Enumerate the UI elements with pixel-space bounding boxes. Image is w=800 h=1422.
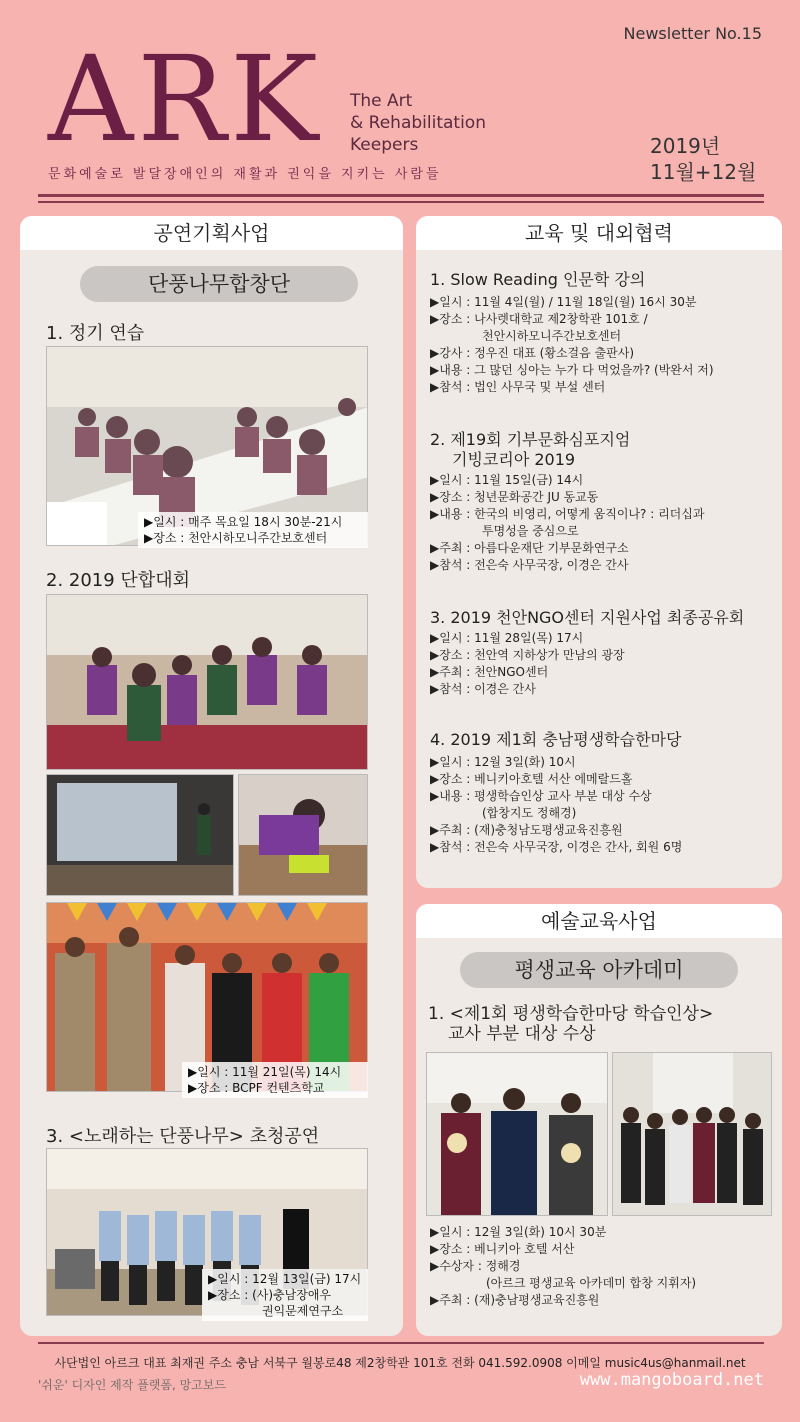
- detail-line: (아르크 평생교육 아카데미 합창 지휘자): [486, 1276, 697, 1290]
- item-title-line: 4. 2019 제1회 충남평생학습한마당: [430, 730, 682, 749]
- caption-line: ▶장소 : (사)충남장애우: [208, 1288, 332, 1302]
- education-item-title: [430, 430, 630, 470]
- academy-pill: 평생교육 아카데미: [460, 952, 738, 988]
- caption-line: 권익문제연구소: [262, 1304, 344, 1318]
- detail-line: 투명성을 중심으로: [482, 524, 579, 538]
- item-title-line: 2. 제19회 기부문화심포지엄: [430, 430, 631, 449]
- caption-line: ▶일시 : 12월 13일(금) 17시: [208, 1272, 362, 1286]
- panel-title: 교육 및 대외협력: [416, 216, 782, 250]
- detail-line: ▶수상자 : 정해경: [430, 1259, 521, 1273]
- detail-line: ▶일시 : 12월 3일(화) 10시 30분: [430, 1225, 607, 1239]
- logo-subtitle: [350, 90, 486, 156]
- workshop-photo-activity: [238, 774, 368, 896]
- logo-sub-line: Keepers: [350, 135, 419, 155]
- detail-line: ▶일시 : 12월 3일(화) 10시: [430, 755, 576, 769]
- item-title-line: 3. 2019 천안NGO센터 지원사업 최종공유회: [430, 608, 745, 627]
- practice-caption: [138, 512, 368, 548]
- detail-line: ▶장소 : 베니키아호텔 서산 에메랄드홀: [430, 772, 633, 786]
- watermark-link[interactable]: www.mangoboard.net: [579, 1370, 764, 1390]
- award-photo-2: [612, 1052, 772, 1216]
- caption-line: ▶일시 : 매주 목요일 18시 30분-21시: [144, 515, 343, 529]
- logo-sub-line: The Art: [350, 91, 413, 111]
- detail-line: ▶참석 : 이경은 간사: [430, 682, 536, 696]
- detail-line: 천안시하모니주간보호센터: [482, 329, 622, 343]
- footer-divider: [38, 1342, 764, 1344]
- tagline: 문화예술로 발달장애인의 재활과 권익을 지키는 사람들: [48, 167, 442, 182]
- detail-line: ▶장소 : 청년문화공간 JU 동교동: [430, 490, 599, 504]
- detail-line: ▶장소 : 천안역 지하상가 만남의 광장: [430, 648, 625, 662]
- detail-line: ▶주최 : (재)충남평생교육진흥원: [430, 1293, 600, 1307]
- issue-month: 11월+12월: [650, 160, 757, 184]
- detail-line: ▶내용 : 평생학습인상 교사 부분 대상 수상: [430, 789, 652, 803]
- section-title: 1. 정기 연습: [46, 323, 145, 344]
- detail-line: ▶일시 : 11월 28일(목) 17시: [430, 631, 584, 645]
- detail-line: ▶일시 : 11월 4일(월) / 11월 18일(월) 16시 30분: [430, 295, 697, 309]
- header-divider: [38, 201, 764, 203]
- detail-line: ▶참석 : 전은숙 사무국장, 이경은 간사, 회원 6명: [430, 840, 683, 854]
- detail-line: ▶장소 : 베니키아 호텔 서산: [430, 1242, 575, 1256]
- detail-line: ▶주최 : 천안NGO센터: [430, 665, 549, 679]
- issue-year: 2019년: [650, 134, 721, 158]
- panel-title: 공연기획사업: [20, 216, 403, 250]
- detail-line: ▶장소 : 나사렛대학교 제2창학관 101호 /: [430, 312, 648, 326]
- workshop-photo-main: [46, 594, 368, 770]
- detail-line: ▶주최 : (재)충청남도평생교육진흥원: [430, 823, 623, 837]
- detail-line: ▶내용 : 한국의 비영리, 어떻게 움직이나? : 리더십과: [430, 507, 705, 521]
- education-item-details: [430, 294, 714, 396]
- footer-info: 사단법인 아르크 대표 최재권 주소 충남 서북구 월봉로48 제2창학관 101호 전화 041.592.0908 이메일 music4us@hanmail.net: [54, 1356, 746, 1370]
- panel-title: 예술교육사업: [416, 904, 782, 938]
- workshop-caption: [182, 1062, 368, 1098]
- education-item-details: [430, 754, 682, 856]
- education-item-title: [430, 730, 681, 750]
- performance-panel: [20, 216, 403, 1336]
- detail-line: ▶주최 : 아름다운재단 기부문화연구소: [430, 541, 629, 555]
- workshop-photo-screen: [46, 774, 234, 896]
- logo-sub-line: & Rehabilitation: [350, 113, 486, 133]
- item-title-line: 교사 부분 대상 수상: [448, 1024, 596, 1044]
- item-title-line: 기빙코리아 2019: [452, 450, 576, 469]
- choir-name-pill: 단풍나무합창단: [80, 266, 358, 302]
- section-title: 3. <노래하는 단풍나무> 초청공연: [46, 1126, 320, 1147]
- award-photo-1: [426, 1052, 608, 1216]
- section-title: 2. 2019 단합대회: [46, 570, 190, 591]
- education-item-title: [430, 270, 645, 290]
- education-item-details: [430, 472, 704, 574]
- education-item-details: [430, 630, 625, 698]
- concert-caption: [202, 1269, 368, 1321]
- detail-line: ▶참석 : 전은숙 사무국장, 이경은 간사: [430, 558, 629, 572]
- caption-line: ▶장소 : 천안시하모니주간보호센터: [144, 531, 328, 545]
- education-item-title: [430, 608, 744, 628]
- header-divider: [38, 194, 764, 197]
- footer-credit: '쉬운' 디자인 제작 플랫폼, 망고보드: [38, 1378, 226, 1392]
- detail-line: ▶참석 : 법인 사무국 및 부설 센터: [430, 380, 606, 394]
- caption-line: ▶일시 : 11월 21일(목) 14시: [188, 1065, 342, 1079]
- art-education-panel: [416, 904, 782, 1336]
- item-title-line: 1. <제1회 평생학습한마당 학습인상>: [428, 1004, 714, 1024]
- item-title-line: 1. Slow Reading 인문학 강의: [430, 270, 646, 289]
- award-title: [428, 1004, 713, 1044]
- detail-line: ▶강사 : 정우진 대표 (황소걸음 출판사): [430, 346, 634, 360]
- award-details: [430, 1224, 696, 1309]
- ark-logo: ARK: [48, 30, 323, 168]
- detail-line: ▶내용 : 그 많던 싱아는 누가 다 먹었을까? (박완서 저): [430, 363, 714, 377]
- detail-line: (합창지도 정해경): [482, 806, 577, 820]
- newsletter-number: Newsletter No.15: [623, 24, 762, 43]
- detail-line: ▶일시 : 11월 15일(금) 14시: [430, 473, 584, 487]
- caption-line: ▶장소 : BCPF 컨텐츠학교: [188, 1081, 325, 1095]
- education-panel: [416, 216, 782, 888]
